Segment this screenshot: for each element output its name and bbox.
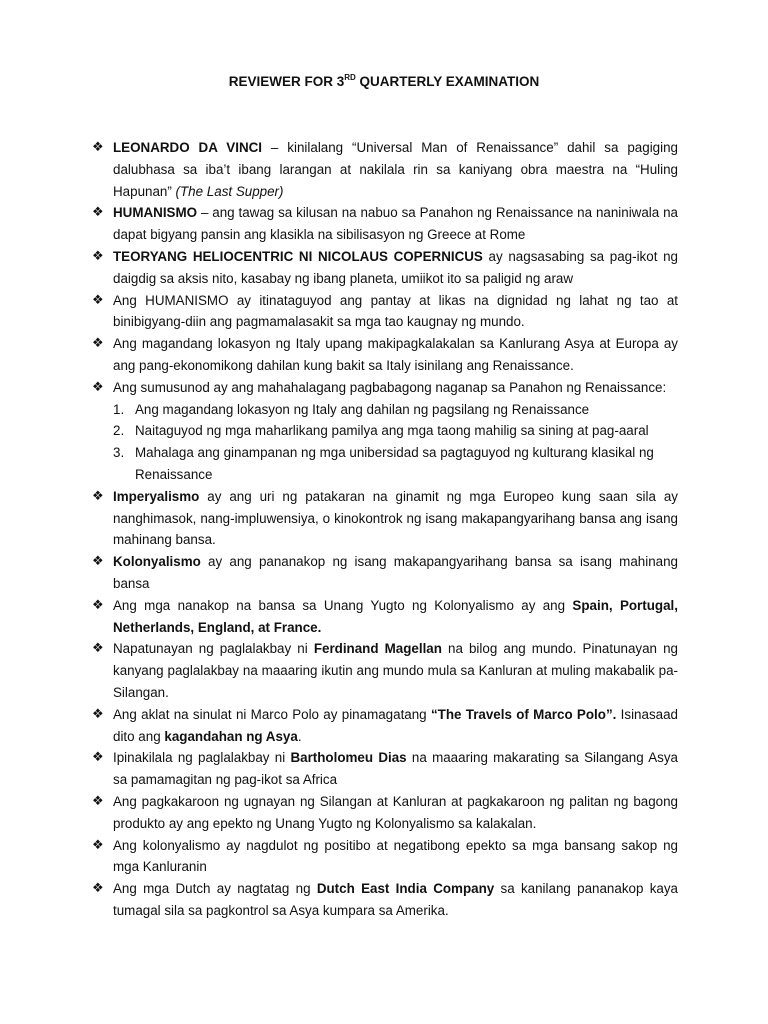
diamond-bullet-icon: ❖ — [92, 140, 104, 155]
item-text: na maaaring makarating sa Silangang Asya sa pamamagitan ng pag-ikot sa Africa — [113, 750, 678, 788]
page-title — [0, 72, 768, 92]
list-item — [92, 333, 678, 377]
diamond-bullet-icon: ❖ — [92, 205, 104, 221]
diamond-bullet-icon: ❖ — [92, 597, 104, 613]
item-text: Ipinakilala ng paglalakbay ni — [113, 750, 291, 766]
list-item — [92, 595, 678, 639]
italic-text: (The Last Supper) — [175, 183, 284, 199]
diamond-bullet-icon: ❖ — [92, 793, 104, 809]
list-item — [92, 835, 678, 879]
item-text: Isinasaad dito ang — [113, 706, 678, 744]
bold-term: Bartholomeu Dias — [290, 750, 407, 766]
diamond-bullet-icon: ❖ — [92, 292, 104, 308]
item-text: Ang magandang lokasyon ng Italy upang makipagkalakalan sa Kanlurang Asya at Europa ay ang pang-ekonomikong dahilan kung bakit sa Italy isinilang ang Renaissance. — [113, 336, 678, 373]
bold-term: Spain, Portugal, Netherlands, England, at France. — [113, 597, 678, 635]
bold-term: Kolonyalismo — [113, 554, 201, 570]
list-item — [92, 638, 678, 703]
bold-term: Imperyalismo — [113, 488, 200, 504]
bold-term: TEORYANG HELIOCENTRIC NI NICOLAUS COPERNICUS — [113, 248, 483, 264]
item-number: 2. — [113, 423, 125, 439]
bold-term: Dutch East India Company — [316, 881, 495, 897]
item-text: Ang pagkakaroon ng ugnayan ng Silangan at Kanluran at pagkakaroon ng palitan ng bagong produkto ay ang epekto ng Unang Yugto ng Kolonyalismo sa kalakalan. — [113, 793, 678, 831]
bold-term: LEONARDO DA VINCI — [113, 140, 263, 155]
list-item — [92, 137, 678, 202]
list-item — [92, 246, 678, 290]
bold-term: Ferdinand Magellan — [313, 641, 442, 657]
item-text: ay nagsasabing sa pag-ikot ng daigdig sa aksis nito, kasabay ng ibang planeta, umiikot ito sa paligid ng araw — [113, 248, 678, 286]
list-item — [92, 551, 678, 595]
item-text: Ang kolonyalismo ay nagdulot ng positibo at negatibong epekto sa mga bansang sakop ng mga Kanluranin — [113, 837, 678, 875]
item-text: ay ang uri ng patakaran na ginamit ng mga Europeo kung saan sila ay nanghimasok, nang-impluwensiya, o kinokontrok ng isang makapangyarihang bansa ang isang mahinang bansa. — [113, 488, 678, 548]
diamond-bullet-icon: ❖ — [92, 248, 104, 264]
item-text: Ang mga Dutch ay nagtatag ng — [113, 881, 317, 897]
diamond-bullet-icon: ❖ — [92, 837, 104, 853]
diamond-bullet-icon: ❖ — [92, 881, 104, 897]
item-text: Ang HUMANISMO ay itinataguyod ang pantay at likas na dignidad ng lahat ng tao at binibigyang-diin ang pagmamalasakit sa mga tao kaugnay ng mundo. — [113, 292, 678, 330]
diamond-bullet-icon: ❖ — [92, 641, 104, 657]
list-item — [92, 791, 678, 835]
item-text: Ang mga nanakop na bansa sa Unang Yugto ng Kolonyalismo ay ang — [113, 597, 573, 613]
item-text: na bilog ang mundo. Pinatunayan ng kanyang paglalakbay na maaaring ikutin ang mundo mula sa Kanluran at muling makabalik pa-Silangan. — [113, 641, 678, 700]
diamond-bullet-icon: ❖ — [92, 488, 104, 504]
bold-term: kagandahan ng Asya — [164, 728, 298, 744]
item-text: Ang sumusunod ay ang mahahalagang pagbabagong naganap sa Panahon ng Renaissance: — [113, 379, 667, 395]
diamond-bullet-icon: ❖ — [92, 750, 104, 766]
numbered-item-text: Ang magandang lokasyon ng Italy ang dahilan ng pagsilang ng Renaissance — [135, 401, 590, 417]
title-suffix: QUARTERLY EXAMINATION — [355, 74, 540, 89]
diamond-bullet-icon: ❖ — [92, 706, 104, 722]
item-text: . — [297, 728, 302, 744]
numbered-item-text: Mahalaga ang ginampanan ng mga unibersidad sa pagtaguyod ng kulturang klasikal ng Renaissance — [135, 445, 654, 482]
list-item — [92, 747, 678, 791]
list-item — [92, 704, 678, 748]
numbered-list-item — [113, 442, 678, 486]
numbered-item-text: Naitaguyod ng mga maharlikang pamilya ang mga taong mahilig sa sining at pag-aaral — [135, 423, 649, 439]
item-number: 3. — [113, 445, 125, 461]
numbered-list-item — [113, 420, 678, 442]
list-item — [92, 377, 678, 486]
title-prefix: REVIEWER FOR 3 — [228, 74, 345, 89]
item-text: – ang tawag sa kilusan na nabuo sa Panahon ng Renaissance na naniniwala na dapat bigyang pansin ang klasikla na sibilisasyon ng Greece at Rome — [113, 205, 678, 243]
list-item — [92, 290, 678, 334]
list-item — [92, 202, 678, 246]
numbered-sublist — [113, 399, 678, 486]
title-superscript: RD — [344, 73, 356, 82]
diamond-bullet-icon: ❖ — [92, 554, 104, 570]
diamond-bullet-icon: ❖ — [92, 379, 104, 395]
diamond-bullet-icon: ❖ — [92, 336, 104, 352]
list-item — [92, 486, 678, 551]
bold-term: HUMANISMO — [113, 205, 198, 221]
bold-term: “The Travels of Marco Polo”. — [430, 706, 617, 722]
item-text: Napatunayan ng paglalakbay ni — [113, 641, 314, 657]
list-item — [92, 878, 678, 922]
numbered-list-item — [113, 399, 678, 421]
item-text: sa kanilang pananakop kaya tumagal sila sa pagkontrol sa Asya kumpara sa Amerika. — [113, 881, 679, 918]
item-text: – kinilalang “Universal Man of Renaissance” dahil sa pagiging dalubhasa sa iba’t ibang larangan at nakilala rin sa kaniyang obra maestra na “Huling Hapunan” — [113, 140, 678, 199]
item-text: ay ang pananakop ng isang makapangyarihang bansa sa isang mahinang bansa — [113, 554, 678, 591]
item-number: 1. — [113, 401, 125, 417]
review-bullet-list — [92, 137, 678, 922]
item-text: Ang aklat na sinulat ni Marco Polo ay pinamagatang — [113, 706, 431, 722]
